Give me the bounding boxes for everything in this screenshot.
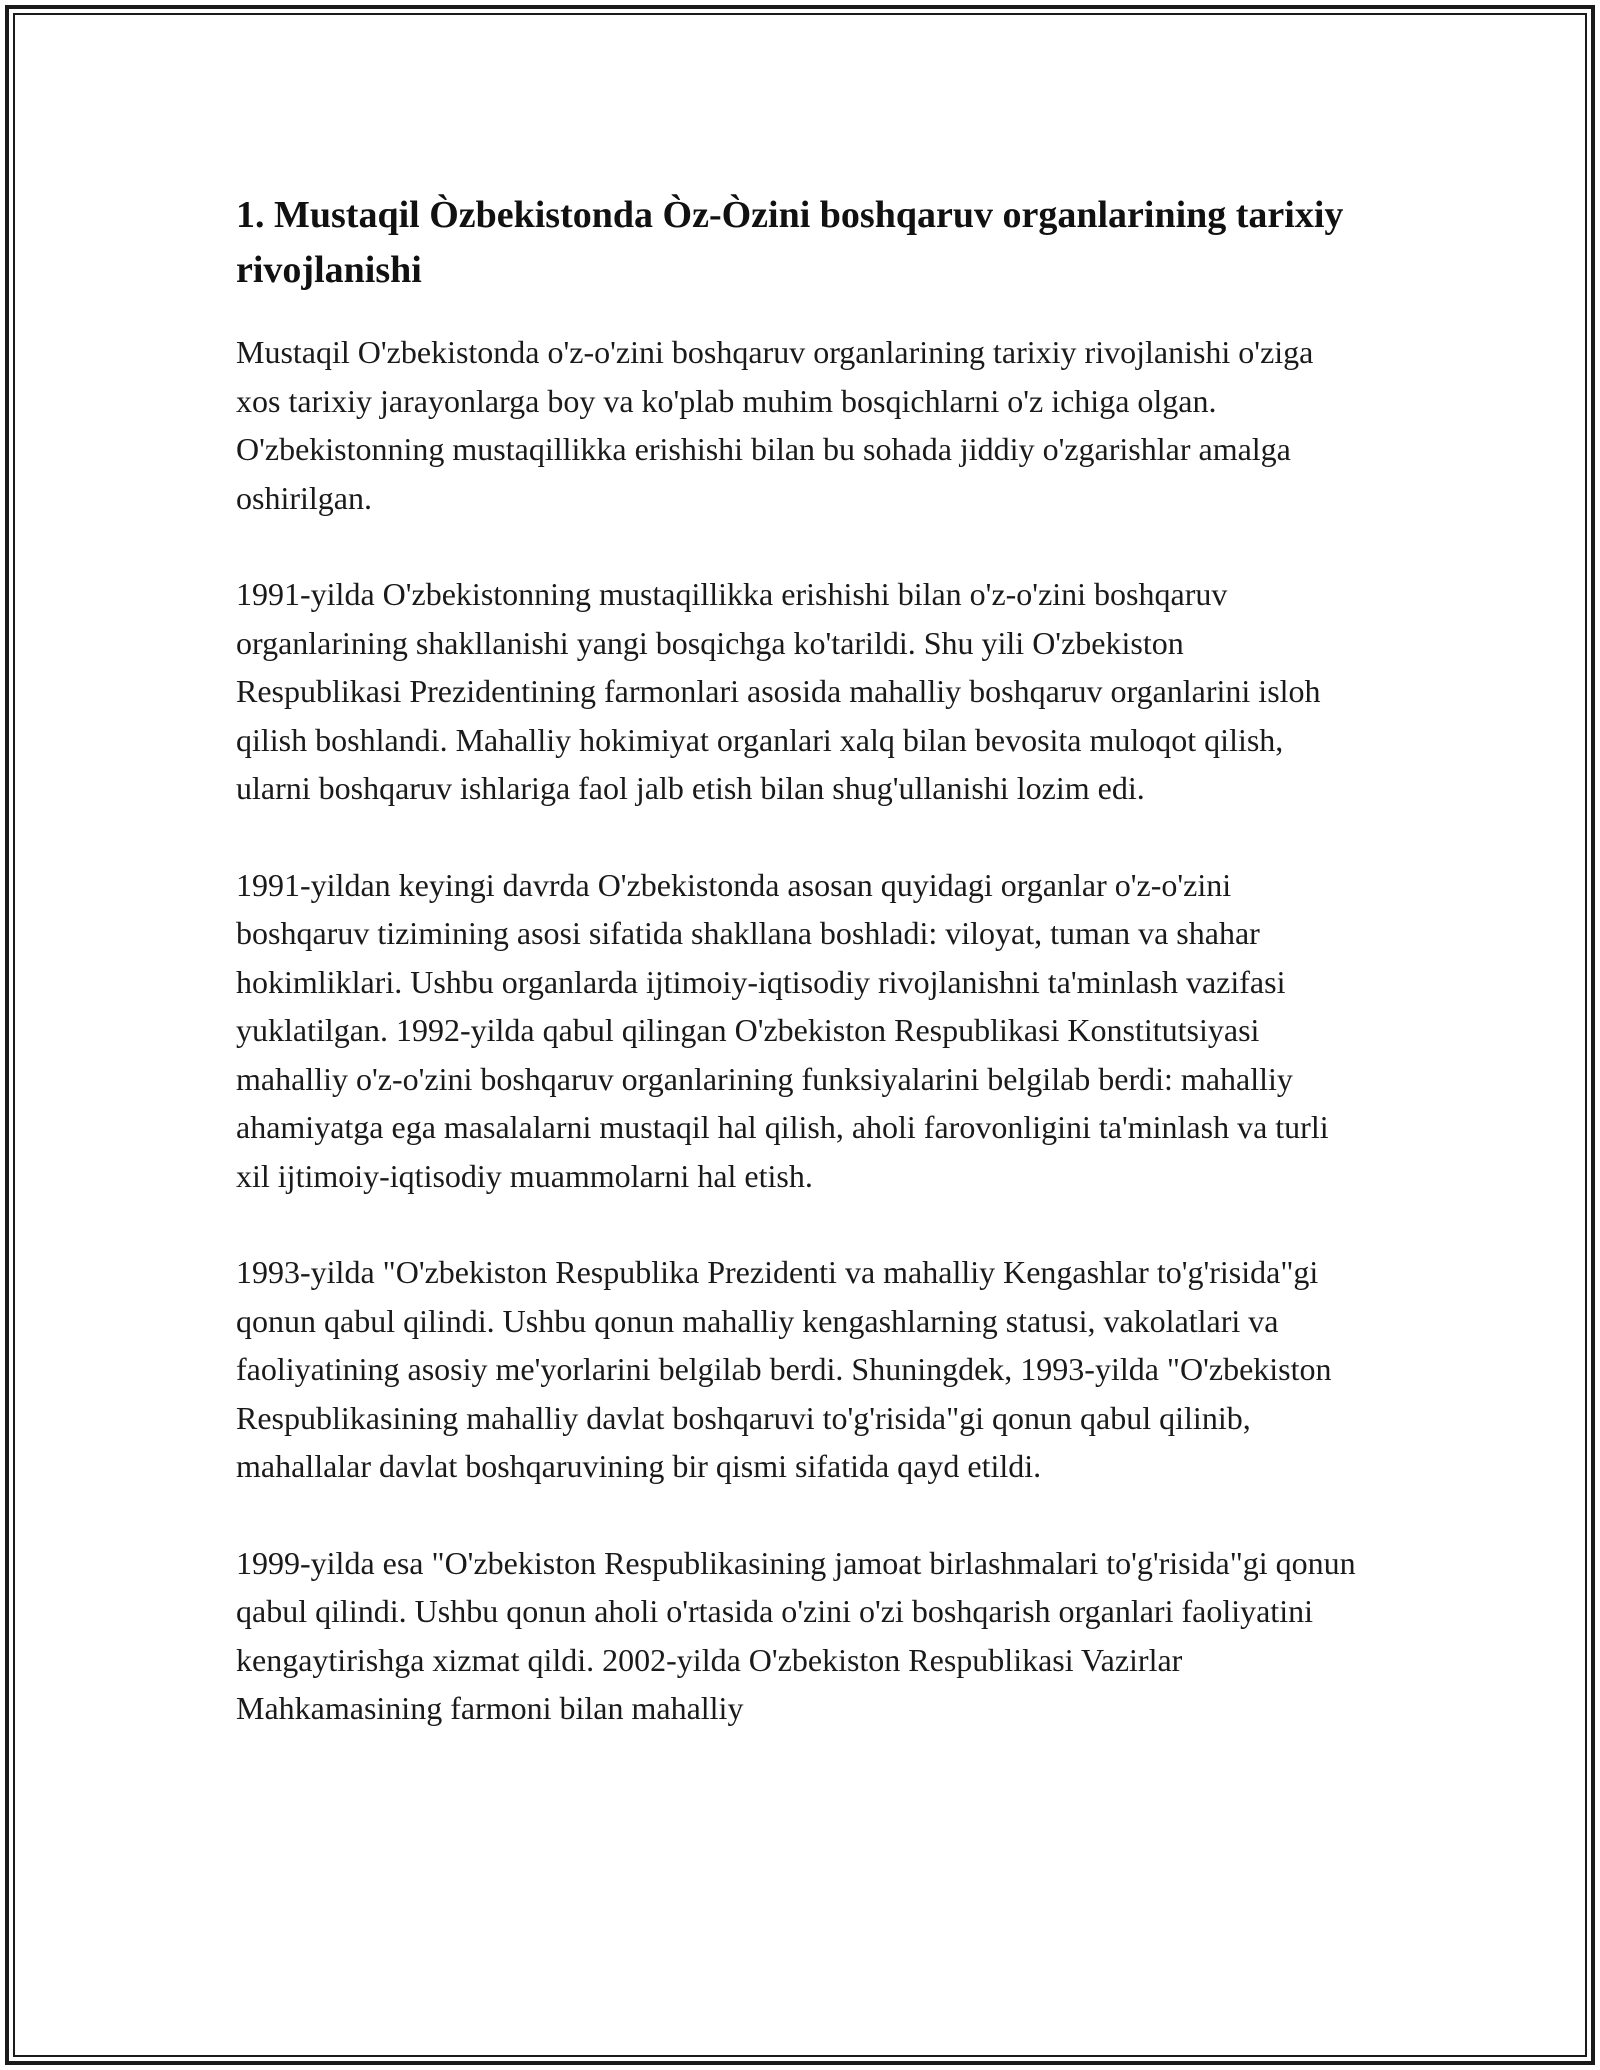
document-body: [236, 188, 1356, 1781]
paragraph-3: 1991-yildan keyingi davrda O'zbekistonda asosan quyidagi organlar o'z-o'zini boshqaruv tizimining asosi sifatida shakllana boshladi: viloyat, tuman va shahar hokimliklari. Ushbu organlarda ijtimoiy-iqtisodiy rivojlanishni ta'minlash vazifasi yuklatilgan. 1992-yilda qabul qilingan O'zbekiston Respublikasi Konstitutsiyasi mahalliy o'z-o'zini boshqaruv organlarining funksiyalarini belgilab berdi: mahalliy ahamiyatga ega masalalarni mustaqil hal qilish, aholi farovonligini ta'minlash va turli xil ijtimoiy-iqtisodiy muammolarni hal etish.: [236, 866, 1329, 1194]
paragraph-4: 1993-yilda "O'zbekiston Respublika Prezidenti va mahalliy Kengashlar to'g'risida"gi qonun qabul qilindi. Ushbu qonun mahalliy kengashlarning statusi, vakolatlari va faoliyatining asosiy me'yorlarini belgilab berdi. Shuningdek, 1993-yilda "O'zbekiston Respublikasining mahalliy davlat boshqaruvi to'g'risida"gi qonun qabul qilinib, mahallalar davlat boshqaruvining bir qismi sifatida qayd etildi.: [236, 1254, 1332, 1484]
paragraph-5: 1999-yilda esa "O'zbekiston Respublikasining jamoat birlashmalari to'g'risida"gi qonun qabul qilindi. Ushbu qonun aholi o'rtasida o'zini o'zi boshqarish organlari faoliyatini kengaytirishga xizmat qildi. 2002-yilda O'zbekiston Respublikasi Vazirlar Mahkamasining farmoni bilan mahalliy: [236, 1544, 1356, 1726]
page-title: 1. Mustaqil Òzbekistonda Òz-Òzini boshqaruv organlarining tarixiy rivojlanishi: [236, 194, 1344, 291]
paragraph-1: Mustaqil O'zbekistonda o'z-o'zini boshqaruv organlarining tarixiy rivojlanishi o'ziga xos tarixiy jarayonlarga boy va ko'plab muhim bosqichlarni o'z ichiga olgan. O'zbekistonning mustaqillikka erishishi bilan bu sohada jiddiy o'zgarishlar amalga oshirilgan.: [236, 334, 1314, 516]
paragraph-2: 1991-yilda O'zbekistonning mustaqillikka erishishi bilan o'z-o'zini boshqaruv organlarining shakllanishi yangi bosqichga ko'tarildi. Shu yili O'zbekiston Respublikasi Prezidentining farmonlari asosida mahalliy boshqaruv organlarini isloh qilish boshlandi. Mahalliy hokimiyat organlari xalq bilan bevosita muloqot qilish, ularni boshqaruv ishlariga faol jalb etish bilan shug'ullanishi lozim edi.: [236, 576, 1321, 806]
